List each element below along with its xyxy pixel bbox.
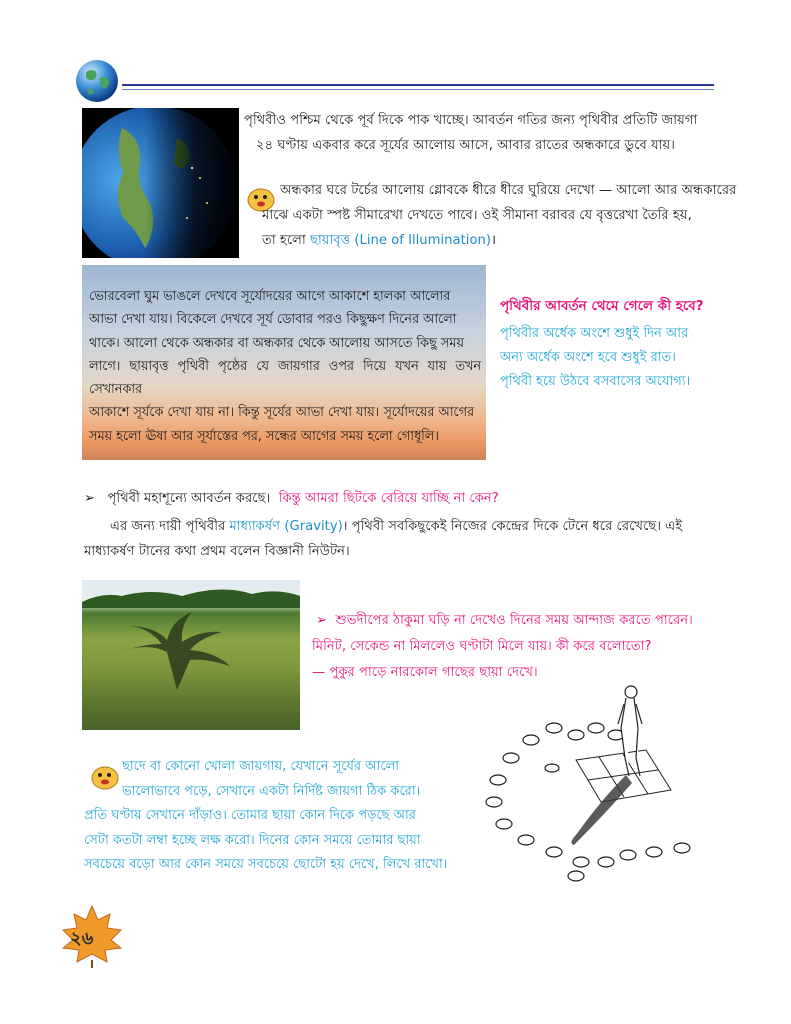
sky-line: সময় হলো ঊষা আর সূর্যাস্তের পর, সন্ধের আগের সময় হলো গোধূলি। — [89, 428, 439, 444]
side-note-title: পৃথিবীর আবর্তন থেমে গেলে কী হবে? — [500, 298, 704, 314]
side-note-line: অন্য অর্ধেক অংশে হবে শুধুই রাত। — [500, 350, 676, 365]
gravity-statement: পৃথিবী মহাশূন্যে আবর্তন করছে। — [107, 491, 271, 506]
sky-line: আভা দেখা যায়। বিকেলে দেখবে সূর্য ডোবার পরও কিছুক্ষণ দিনের আলো — [89, 312, 457, 328]
side-note-body — [500, 322, 690, 394]
puzzle-answer: — পুকুর পাড়ে নারকোল গাছের ছায়া দেখে। — [312, 665, 538, 680]
header-rule-top — [122, 84, 714, 86]
pond-palm-shadow-image — [82, 580, 300, 730]
activity2-line-4: সেটা কতটা লম্বা হচ্ছে লক্ষ করো। দিনের কোন সময়ে তোমার ছায়া — [84, 832, 421, 848]
sky-line: থাকে। আলো থেকে অন্ধকার বা অন্ধকার থেকে আলোয় আসতে কিছু সময় — [89, 335, 464, 351]
side-note-line: পৃথিবী হয়ে উঠবে বসবাসের অযোগ্য। — [500, 374, 691, 389]
earth-night-day-image — [82, 108, 239, 258]
sky-line: আকাশে সূর্যকে দেখা যায় না। কিন্তু সূর্যের আভা দেখা যায়। সূর্যোদয়ের আগের — [89, 405, 475, 421]
activity2-text — [84, 755, 447, 878]
sky-line: লাগে। ছায়াবৃত্ত পৃথিবী পৃষ্ঠের যে জায়গার ওপর দিয়ে যখন যায় তখন সেখানকার — [89, 358, 481, 398]
activity2-line-1: ছাদে বা কোনো খোলা জায়গায়, যেখানে সূর্যের আলো — [122, 759, 400, 774]
sky-line: ভোরবেলা ঘুম ভাঙলে দেখবে সূর্যোদয়ের আগে আকাশে হালকা আলোর — [89, 289, 451, 304]
activity1-line-1: অন্ধকার ঘরে টর্চের আলোয় গ্লোবকে ধীরে ধীরে ঘুরিয়ে দেখো — আলো আর অন্ধকারের — [280, 183, 737, 198]
globe-logo-icon — [74, 58, 120, 104]
activity1-line-3 — [262, 228, 496, 253]
illumination-term: ছায়াবৃত্ত (Line of Illumination) — [309, 233, 492, 248]
gravity-prefix: এর জন্য দায়ী পৃথিবীর — [110, 519, 230, 534]
activity2-line-5: সবচেয়ে বড়ো আর কোন সময়ে সবচেয়ে ছোটো হয় দেখে, লিখে রাখো। — [84, 857, 448, 872]
side-note-line: পৃথিবীর অর্ধেক অংশে শুধুই দিন আর — [500, 326, 689, 341]
page-number: ২৬ — [70, 928, 94, 949]
activity2-line-2: ভালোভাবে পড়ে, সেখানে একটা নির্দিষ্ট জায়গা ঠিক করো। — [122, 783, 421, 799]
puzzle-question: শুভদীপের ঠাকুমা ঘড়ি না দেখেও দিনের সময় আন্দাজ করতে পারেন। — [335, 613, 693, 628]
bullet-arrow-icon: ➢ — [316, 613, 328, 628]
activity1-suffix: । — [491, 233, 497, 248]
header-rule-bottom — [122, 89, 714, 90]
gravity-line-3: মাধ্যাকর্ষণ টানের কথা প্রথম বলেন বিজ্ঞানী নিউটন। — [84, 544, 350, 559]
sundial-illustration — [476, 680, 706, 885]
activity1-prefix: তা হলো — [262, 233, 310, 248]
gravity-line-2 — [110, 514, 682, 539]
activity2-line-3: প্রতি ঘণ্টায় সেখানে দাঁড়াও। তোমার ছায়া কোন দিকে পড়ছে আর — [84, 808, 416, 823]
gravity-question — [84, 486, 499, 511]
gravity-suffix: । পৃথিবী সবকিছুকেই নিজের কেন্দ্রের দিকে টেনে ধরে রেখেছে। এই — [342, 519, 683, 534]
activity1-line-2: মাঝে একটা স্পষ্ট সীমারেখা দেখতে পাবে। ওই সীমানা বরাবর যে বৃত্তরেখা তৈরি হয়, — [262, 208, 692, 223]
gravity-question-text: কিন্তু আমরা ছিটকে বেরিয়ে যাচ্ছি না কেন? — [278, 491, 499, 506]
gravity-term: মাধ্যাকর্ষণ (Gravity) — [229, 519, 343, 534]
intro-line-2: ২৪ ঘণ্টায় একবার করে সূর্যের আলোয় আসে, আবার রাতের অন্ধকারে ডুবে যায়। — [256, 138, 675, 153]
sky-box-text — [89, 285, 481, 448]
bullet-arrow-icon: ➢ — [84, 491, 95, 506]
intro-line-1: পৃথিবীও পশ্চিম থেকে পূর্ব দিকে পাক খাচ্ছে। আবর্তন গতির জন্য পৃথিবীর প্রতিটি জায়গা — [244, 113, 698, 128]
puzzle-line-1 — [316, 608, 693, 633]
puzzle-line-2: মিনিট, সেকেন্ড না মিললেও ঘণ্টাটা মিলে যায়। কী করে বলোতো? — [312, 639, 652, 654]
